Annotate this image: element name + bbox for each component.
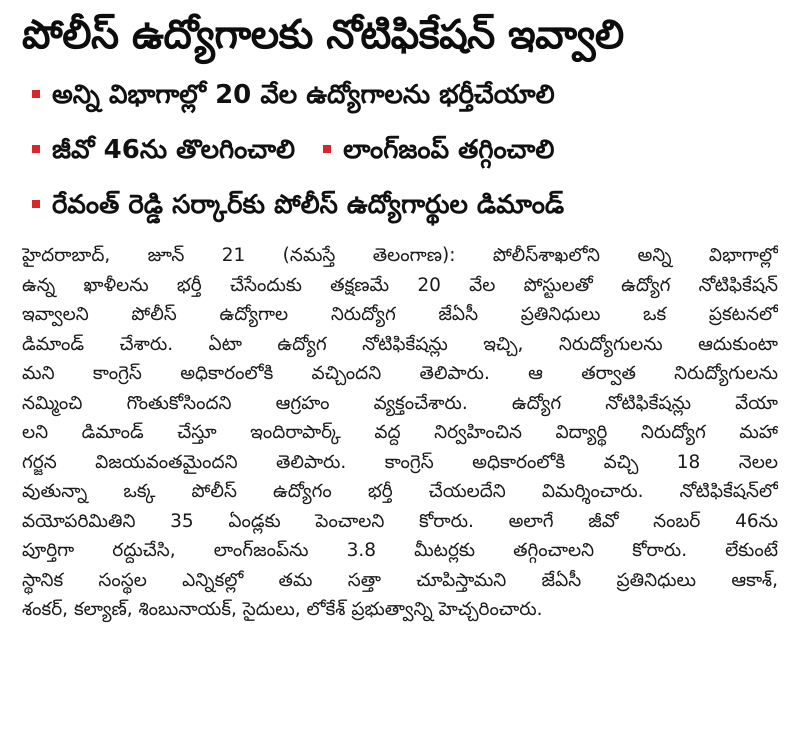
bullet-icon bbox=[32, 90, 40, 98]
subheadline-1-text: అన్ని విభాగాల్లో 20 వేల ఉద్యోగాలను భర్తీచేయాలి bbox=[52, 80, 555, 110]
headline: పోలీస్ ఉద్యోగాలకు నోటిఫికేషన్ ఇవ్వాలి bbox=[22, 12, 624, 58]
subheadline-2b-text: లాంగ్‌జంప్ తగ్గించాలి bbox=[343, 135, 555, 165]
body-line: ఉన్న ఖాళీలను భర్తీ చేసేందుకు తక్షణమే 20 వేల పోస్టులతో ఉద్యోగ నోటిఫికేషన్ bbox=[22, 274, 778, 296]
body-line: గర్జన విజయవంతమైందని తెలిపారు. కాంగ్రెస్ అధికారంలోకి వచ్చి 18 నెలల bbox=[22, 451, 778, 473]
body-line: మని కాంగ్రెస్ అధికారంలోకి వచ్చిందని తెలిపారు. ఆ తర్వాత నిరుద్యోగులను bbox=[22, 363, 778, 384]
body-line: వయోపరిమితిని 35 ఏండ్లకు పెంచాలని కోరారు. అలాగే జీవో నంబర్ 46ను bbox=[22, 510, 778, 532]
body-line: హైదరాబాద్, జూన్ 21 (నమస్తే తెలంగాణ): పోలీస్‌శాఖలోని అన్ని విభాగాల్లో bbox=[22, 245, 778, 266]
bullet-icon bbox=[32, 200, 40, 208]
bullet-icon bbox=[32, 145, 40, 153]
body-line: డిమాండ్ చేశారు. ఏటా ఉద్యోగ నోటిఫికేషన్లు ఇచ్చి, నిరుద్యోగులను ఆదుకుంటా bbox=[22, 333, 778, 355]
subheadline-1 bbox=[28, 68, 782, 123]
article-body bbox=[22, 241, 782, 625]
subheadline-2 bbox=[28, 123, 782, 178]
body-line: పూర్తిగా రద్దుచేసి, లాంగ్‌జంప్‌ను 3.8 మీటర్లకు తగ్గించాలని కోరారు. లేకుంటే bbox=[22, 540, 778, 561]
body-line: లని డిమాండ్ చేస్తూ ఇందిరాపార్క్ వద్ద నిర్వహించిన విద్యార్థి నిరుద్యోగ మహా bbox=[22, 422, 778, 443]
subheadlines bbox=[28, 68, 782, 233]
body-line: ఇవ్వాలని పోలీస్ ఉద్యోగాల నిరుద్యోగ జేఏసీ ప్రతినిధులు ఒక ప్రకటనలో bbox=[22, 304, 778, 325]
body-line: నమ్మించి గొంతుకోసిందని ఆగ్రహం వ్యక్తంచేశారు. ఉద్యోగ నోటిఫికేషన్లు వేయా bbox=[22, 392, 778, 414]
subheadline-3 bbox=[28, 178, 782, 233]
body-line: వుతున్నా ఒక్క పోలీస్ ఉద్యోగం భర్తీ చేయలదేని విమర్శించారు. నోటిఫికేషన్‌లో bbox=[22, 481, 778, 502]
body-line: స్థానిక సంస్థల ఎన్నికల్లో తమ సత్తా చూపిస్తామని జేఏసీ ప్రతినిధులు ఆకాశ్, bbox=[22, 569, 778, 591]
bullet-icon bbox=[323, 145, 331, 153]
subheadline-2a-text: జీవో 46ను తొలగించాలి bbox=[52, 135, 296, 165]
body-line: శంకర్, కల్యాణ్, శింబునాయక్, సైదులు, లోకేశ్ ప్రభుత్వాన్ని హెచ్చరించారు. bbox=[22, 599, 543, 620]
subheadline-3-text: రేవంత్ రెడ్డి సర్కార్‌కు పోలీస్ ఉద్యోగార్థుల డిమాండ్ bbox=[52, 190, 565, 220]
